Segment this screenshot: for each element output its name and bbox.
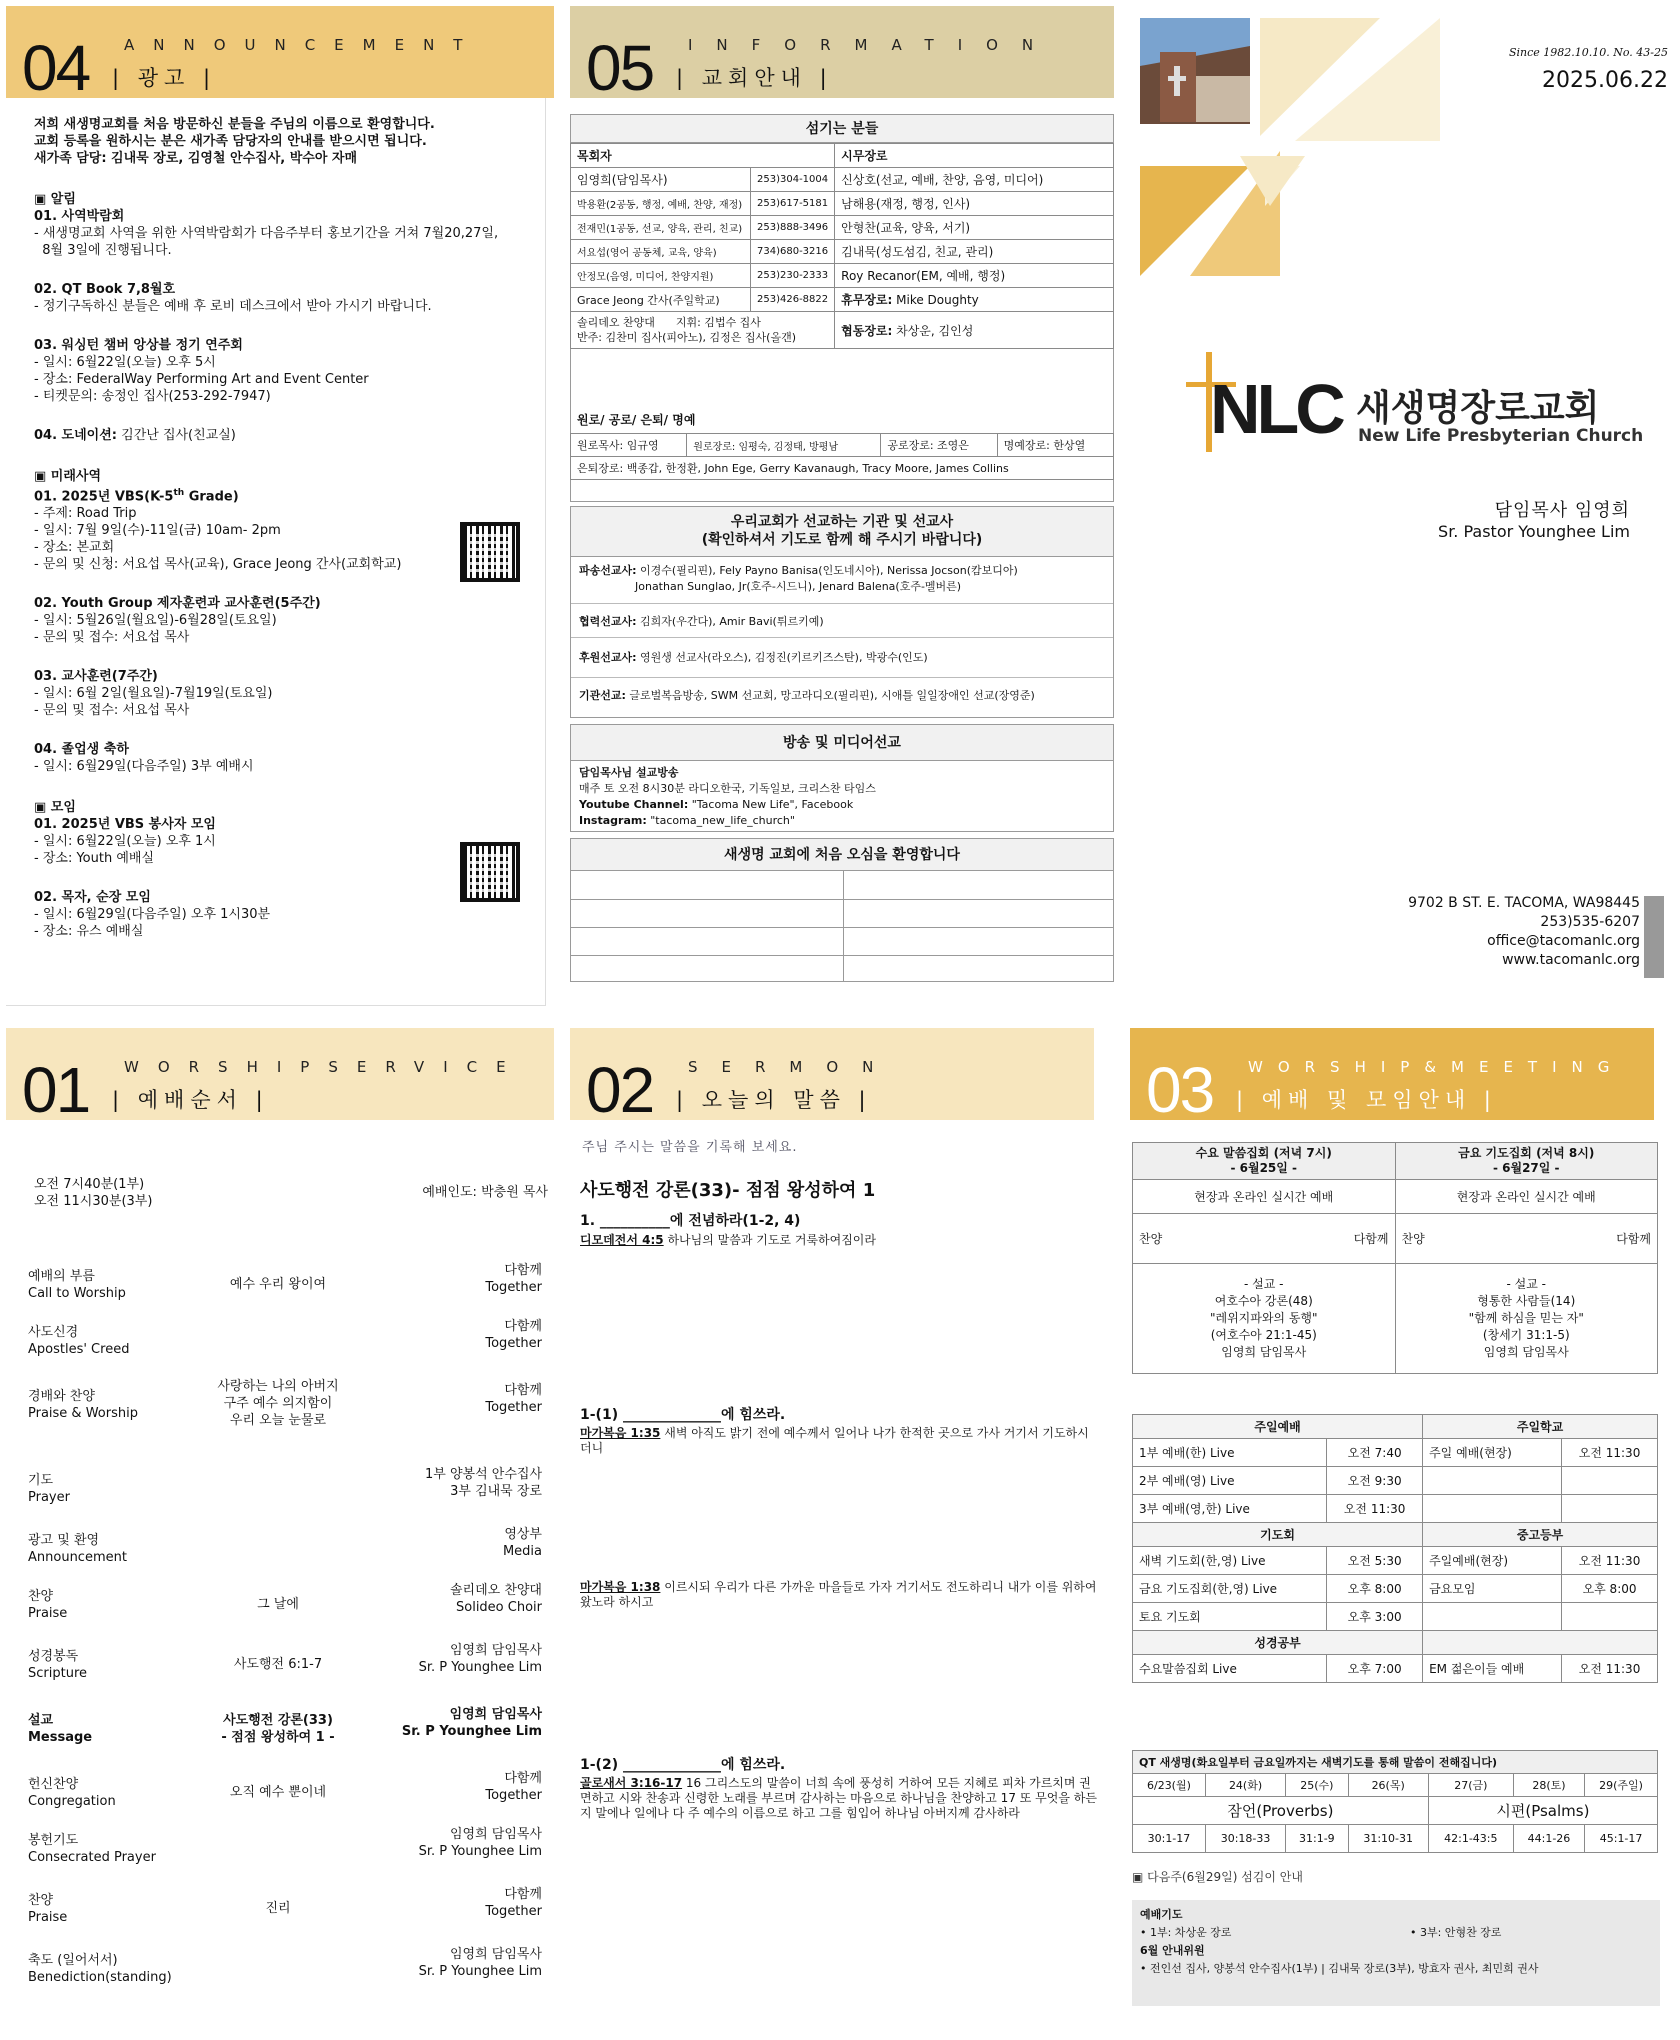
schedule-cell: 토요 기도회 [1133,1603,1327,1631]
worship-item-leader: 솔리데오 찬양대 Solideo Choir [449,1583,542,1615]
schedule-group-header: 주일학교 [1423,1415,1658,1439]
schedule-cell: 금요모임 [1423,1575,1562,1603]
schedule-cell [1423,1495,1562,1523]
item-line: - 장소: 본교회 [34,540,115,556]
sermon-point: 1-(1) ______________에 힘쓰라. [580,1407,786,1423]
panel-worship-order: 01 WORSHIPSERVICE | 예배순서 | 오전 7시40분(1부) 오전 11시30분(3부) 예배인도: 박충원 목사 예배의 부름 Call to Worship 예수 우리 왕이여 다함께 Together 사도신경 Apostles' Creed 다함께 Together 경배와 찬양 Praise & Worship 사랑하는 나의 아버지 구주 예수 의지함이 우리 오늘 눈물로 다함께 Together 기도 Prayer 1부 양봉석 안수집사 3부 김내묵 장로 광고 및 환영 Announcement 영상부 Media 찬양 Praise 그 날에 솔리데오 찬양대 Solideo Choir 성경봉독 Scripture 사도행전 6:1-7 임영희 담임목사 Sr. P Younghee Lim 설교 Message 사도행전 강론(33) - 점점 왕성하여 1 - 임영희 담임목사 Sr. P Younghee Lim 헌신찬양 Congregation 오직 예수 뿐이네 다함께 Together 봉헌기도 Consecrated Prayer 임영희 담임목사 Sr. P Younghee Lim 찬양 Praise 진리 다함께 Together 축도 (일어서서) Benediction(standing) 임영희 담임목사 Sr. P Younghee Lim [6,1028,554,2036]
table-row [1133,1467,1658,1495]
item-title: 03. 교사훈련(7주간) [34,669,158,685]
qt-reference: 30:1-17 [1133,1825,1206,1853]
mission-row: 기관선교: 글로벌복음방송, SWM 선교회, 망고라디오(필리핀), 시애틀 일일장애인 선교(장영준) [579,689,1035,702]
section-title: | 광고 | [112,66,217,90]
worship-item-label: 봉헌기도 Consecrated Prayer [28,1833,156,1865]
schedule-cell: 수요말씀집회 Live [1133,1655,1327,1683]
worship-item-label: 찬양 Praise [28,1589,68,1621]
serve-box [570,114,1114,502]
qt-table: QT 새생명(화요일부터 금요일까지는 새벽기도를 통해 말씀이 전해집니다) 6/23(월) 24(화) 25(수) 26(목) 27(금) 28(토) 29(주일) 잠언(Proverbs) 시편(Psalms) 30:1-17 30:18-33 31:1-9 31:10-31 42:1-43:5 44:1-26 45:1-17 [1132,1750,1658,1853]
qt-day: 24(화) [1205,1774,1285,1797]
pastor-korean: 담임목사 임영희 [1494,500,1630,521]
schedule-cell: 오전 9:30 [1327,1467,1423,1495]
sermon-note: 주님 주시는 말씀을 기록해 보세요. [582,1140,798,1155]
table-row [1133,1439,1658,1467]
worship-item-label: 기도 Prayer [28,1473,70,1505]
item-line: - 문의 및 신청: 서요섭 목사(교육), Grace Jeong 간사(교회학교) [34,557,402,573]
worship-item-label: 광고 및 환영 Announcement [28,1533,127,1565]
schedule-cell: 오전 11:30 [1562,1439,1658,1467]
schedule-cell: 주일 예배(현장) [1423,1439,1562,1467]
panel-border [6,98,546,1006]
serve-title: 섬기는 분들 [571,115,1113,143]
visitor-box [570,838,1114,982]
schedule-cell: 주일예배(현장) [1423,1547,1562,1575]
schedule-cell: 새벽 기도회(한,영) Live [1133,1547,1327,1575]
item-title: 01. 사역박람회 [34,209,125,224]
pastor-english: Sr. Pastor Younghee Lim [1438,522,1630,541]
media-box [570,724,1114,832]
worship-item-content: 사랑하는 나의 아버지 구주 예수 의지함이 우리 오늘 눈물로 [217,1379,339,1428]
worship-item-label: 헌신찬양 Congregation [28,1777,116,1809]
schedule-cell: 3부 예배(영,한) Live [1133,1495,1327,1523]
serve-table [570,143,1114,349]
schedule-cell [1562,1467,1658,1495]
item-line: - 일시: 6월22일(오늘) 오후 1시 [34,834,216,850]
item-title: 02. QT Book 7,8월호 [34,282,176,297]
item-line: - 주제: Road Trip [34,506,137,522]
panel-information [570,6,1114,1008]
qt-day: 26(목) [1348,1774,1428,1797]
worship-item-content: 오직 예수 뿐이네 [229,1785,327,1800]
section-number: 01 [22,1054,90,1126]
item-line: - 일시: 5월26일(월요일)-6월28일(토요일) [34,613,277,629]
table-row [1133,1603,1658,1631]
mission-box [570,506,1114,718]
panel-announcement [6,6,554,1008]
schedule-cell: 오후 8:00 [1562,1575,1658,1603]
section-future: ▣ 미래사역 [34,469,102,484]
schedule-group-header: 기도회 [1133,1523,1423,1547]
worship-item-content: 사도행전 강론(33) - 점점 왕성하여 1 - [221,1713,335,1745]
table-row: 전재민(1공동, 선교, 양육, 관리, 친교) 253)888-3496 안형찬(교육, 양육, 서기) [571,216,1114,240]
item-line: - 일시: 6월 2일(월요일)-7월19일(토요일) [34,686,273,702]
qt-days-row [1133,1774,1658,1797]
item-line: - 일시: 6월29일(다음주일) 오후 1시30분 [34,907,271,923]
church-name-korean: 새생명장로교회 [1356,388,1600,429]
section-eng-title: ANNOUNCEMENT [124,36,482,54]
item-title: 02. Youth Group 제자훈련과 교사훈련(5주간) [34,596,321,612]
item-line: 8월 3일에 진행됩니다. [34,243,172,258]
worship-item-content: 사도행전 6:1-7 [233,1657,323,1672]
worship-item-leader: 다함께 Together [485,1887,542,1919]
panel-header [570,1028,1094,1126]
section-meeting: ▣ 모임 [34,800,76,816]
table-row: 임영희(담임목사) 253)304-1004 신상호(선교, 예배, 찬양, 음영, 미디어) [571,168,1114,192]
item-title: 02. 목자, 순장 모임 [34,890,151,906]
schedule-cell: 오후 7:00 [1327,1655,1423,1683]
sermon-point: 1. __________에 전념하라(1-2, 4) [580,1213,801,1229]
worship-item-label: 축도 (일어서서) Benediction(standing) [28,1953,172,1985]
worship-item-leader: 임영희 담임목사 Sr. P Younghee Lim [418,1643,542,1675]
worship-item-leader: 1부 양봉석 안수집사 3부 김내묵 장로 [425,1467,542,1499]
table-row [1133,1415,1658,1439]
schedule-cell: 2부 예배(영) Live [1133,1467,1327,1495]
panel-header [6,1028,554,1126]
schedule-cell: 금요 기도집회(한,영) Live [1133,1575,1327,1603]
sermon-verse: 골로새서 3:16-17 16 그리스도의 말씀이 너희 속에 풍성히 거하여 모든 지혜로 피차 가르치며 권면하고 시와 찬송과 신령한 노래를 부르며 감사하는 마음으로 하나님을 찬양하고 17 또 무엇을 하든지 말에나 일에나 다 주 예수의 이름으로 하고 그를 힘입어 하나님 아버지께 감사하라 [580,1776,1097,1820]
table-row: Grace Jeong 간사(주일학교) 253)426-8822 휴무장로: Mike Doughty [571,288,1114,312]
welcome-text: 저희 새생명교회를 처음 방문하신 분들을 주님의 이름으로 환영합니다. 교회 등록을 원하시는 분은 새가족 담당자의 안내를 받으시면 됩니다. 새가족 담당: 김내묵 장로, 김영철 안수집사, 박수아 자매 [34,117,435,166]
col-elder: 시무장로 [835,144,1114,168]
panel-sermon [570,1028,1114,2036]
worship-item-content: 진리 [265,1901,291,1916]
visitor-title: 새생명 교회에 처음 오심을 환영합니다 [571,839,1113,871]
worship-item-label: 성경봉독 Scripture [28,1649,88,1681]
cover-graphic [1130,6,1460,306]
worship-item-label: 예배의 부름 Call to Worship [28,1269,126,1301]
church-name-english: New Life Presbyterian Church [1358,426,1644,446]
item-line: - 티켓문의: 송정인 집사(253-292-7947) [34,389,271,404]
item-title: 03. 워싱턴 챔버 앙상블 정기 연주회 [34,338,243,353]
side-bar [1644,896,1664,978]
worship-item-leader: 다함께 Together [485,1263,542,1295]
qt-refs-row [1133,1825,1658,1853]
qt-day: 29(주일) [1585,1774,1658,1797]
visitor-divider [843,871,844,981]
item-line: - 문의 및 접수: 서요섭 목사 [34,703,190,719]
section-number: 05 [586,32,654,104]
schedule-cell: 오전 11:30 [1562,1655,1658,1683]
media-content: 담임목사님 설교방송 매주 토 오전 8시30분 라디오한국, 기독일보, 크리스찬 타임스 Youtube Channel: "Tacoma New Life", Facebook Instagram: "tacoma_new_life_church" [579,766,876,827]
qt-reference: 31:1-9 [1286,1825,1348,1853]
qt-reference: 42:1-43:5 [1428,1825,1513,1853]
qt-day: 6/23(월) [1133,1774,1206,1797]
schedule-cell [1562,1603,1658,1631]
sermon-verse: 마가복음 1:38 이르시되 우리가 다른 가까운 마을들로 가자 거기서도 전도하리니 내가 이를 위하여 왔노라 하시고 [580,1580,1097,1609]
sermon-verse: 마가복음 1:35 새벽 아직도 밝기 전에 예수께서 일어나 나가 한적한 곳으로 가사 거기서 기도하시더니 [580,1426,1089,1455]
worship-item-leader: 다함께 Together [485,1771,542,1803]
worship-item-label: 설교 Message [28,1713,93,1745]
table-row [1133,1655,1658,1683]
midweek-table: 수요 말씀집회 (저녁 7시) - 6월25일 - 금요 기도집회 (저녁 8시) - 6월27일 - 현장과 온라인 실시간 예배 현장과 온라인 실시간 예배 찬양 다함께 찬양 다함께 - 설교 - 여호수아 강론(48) "레위지파와의 동행" (여호수아 21:1-45) 임영희 담임목사 - 설교 - 형통한 사람들(14) "함께 하심을 믿는 자" (창세기 31:1-5) 임영희 담임목사 [1132,1142,1658,1374]
section-title: | 오늘의 말씀 | [676,1088,872,1112]
panel-header [1130,1028,1654,1126]
item-line: - 장소: Youth 예배실 [34,851,155,867]
mission-row: 후원선교사: 영원생 선교사(라오스), 김정진(키르키즈스탄), 박광수(인도) [579,651,928,664]
sermon-point: 1-(2) ______________에 힘쓰라. [580,1757,786,1773]
schedule-cell: 오전 7:40 [1327,1439,1423,1467]
mission-row: 협력선교사: 김희자(우간다), Amir Bavi(튀르키예) [579,615,824,628]
item-donation: 04. 도네이션: 김간난 집사(친교실) [34,428,236,443]
schedule-cell: EM 젊은이들 예배 [1423,1655,1562,1683]
item-line: - 일시: 6월22일(오늘) 오후 5시 [34,355,216,370]
worship-leader: 예배인도: 박충원 목사 [422,1185,548,1200]
logo-text: NLC [1210,370,1342,448]
qt-day: 25(수) [1286,1774,1348,1797]
qt-day: 27(금) [1428,1774,1513,1797]
church-address: 9702 B ST. E. TACOMA, WA98445 253)535-6207 office@tacomanlc.org www.tacomanlc.org [1408,895,1640,968]
section-eng-title: INFORMATION [688,36,1058,54]
church-logo [1186,352,1644,462]
retired-title: 원로/ 공로/ 은퇴/ 명예 [577,413,696,427]
section-number: 04 [22,32,90,104]
schedule-cell: 오후 3:00 [1327,1603,1423,1631]
table-row [1133,1495,1658,1523]
item-line: - 문의 및 접수: 서요섭 목사 [34,630,190,646]
worship-item-leader: 다함께 Together [485,1383,542,1415]
item-line: - 일시: 7월 9일(수)-11일(금) 10am- 2pm [34,523,281,539]
schedule-cell: 오후 8:00 [1327,1575,1423,1603]
worship-item-leader: 임영희 담임목사 Sr. P Younghee Lim [401,1707,542,1739]
table-row [1133,1631,1658,1655]
item-line: - 장소: 유스 예배실 [34,924,144,940]
worship-item-label: 찬양 Praise [28,1893,68,1925]
qt-reference: 44:1-26 [1513,1825,1584,1853]
col-pastor: 목회자 [571,144,835,168]
qt-day: 28(토) [1513,1774,1584,1797]
item-line: - 일시: 6월29일(다음주일) 3부 예배시 [34,759,254,775]
table-row [1133,1523,1658,1547]
schedule-group-header [1423,1631,1658,1655]
mission-row: 파송선교사: 이경수(필리핀), Fely Payno Banisa(인도네시아), Nerissa Jocson(캄보디아) Jonathan Sunglao, Jr(호주-시드니), Jenard Balena(호주-멜버른) [579,564,1018,593]
media-title: 방송 및 미디어선교 [571,725,1113,761]
section-number: 02 [586,1054,654,1126]
schedule-cell: 오전 11:30 [1327,1495,1423,1523]
worship-item-content: 그 날에 [257,1597,299,1612]
worship-item-leader: 임영희 담임목사 Sr. P Younghee Lim [418,1947,542,1979]
schedule-cell [1562,1495,1658,1523]
bulletin-date: 2025.06.22 [1542,68,1668,93]
section-eng-title: SERMON [688,1058,898,1076]
section-eng-title: WORSHIPSERVICE [124,1058,525,1076]
panel-cover [1130,6,1674,1008]
worship-item-content: 예수 우리 왕이여 [229,1277,327,1292]
sermon-title: 사도행전 강론(33)- 점점 왕성하여 1 [580,1180,876,1201]
servants-box: 예배기도 • 1부: 차상운 장로 • 3부: 안형찬 장로 6월 안내위원 • 전인선 집사, 양봉석 안수집사(1부) | 김내묵 장로(3부), 방효자 권사, 최민희 권사 [1132,1900,1660,2006]
schedule-cell: 오전 11:30 [1562,1547,1658,1575]
table-row: 박용환(2공동, 행정, 예배, 찬양, 재정) 253)617-5181 남해용(재정, 행정, 인사) [571,192,1114,216]
schedule-table [1132,1414,1658,1683]
table-row: 솔리데오 찬양대 지휘: 김법수 집사 반주: 김찬미 집사(피아노), 김정은 집사(올갠) 협동장로: 차상운, 김인성 [571,312,1114,349]
schedule-group-header: 주일예배 [1133,1415,1423,1439]
worship-item-label: 사도신경 Apostles' Creed [28,1325,130,1357]
section-number: 03 [1146,1054,1214,1126]
sermon-verse: 디모데전서 4:5 하나님의 말씀과 기도로 거룩하여짐이라 [580,1233,876,1247]
table-row: 안정모(음영, 미디어, 찬양지원) 253)230-2333 Roy Recanor(EM, 예배, 행정) [571,264,1114,288]
item-title: 01. 2025년 VBS(K-5th Grade) [34,488,239,505]
schedule-cell [1423,1467,1562,1495]
worship-item-leader: 다함께 Together [485,1319,542,1351]
item-line: - 장소: FederalWay Performing Art and Event Center [34,372,369,387]
qt-reference: 30:18-33 [1205,1825,1285,1853]
section-notice: ▣ 알림 [34,192,76,207]
item-title: 04. 졸업생 축하 [34,742,129,758]
section-eng-title: WORSHIP&MEETING [1248,1058,1625,1076]
mission-title: 우리교회가 선교하는 기관 및 선교사 (확인하셔서 기도로 함께 해 주시기 바랍니다) [571,507,1113,557]
section-title: | 예배순서 | [112,1088,269,1112]
item-line: - 정기구독하신 분들은 예배 후 로비 데스크에서 받아 가시기 바랍니다. [34,299,432,314]
retired-table: 원로목사: 임규영 원로장로: 임평숙, 김정태, 방평남 공로장로: 조영은 명예장로: 한상열 은퇴장로: 백종갑, 한정환, John Ege, Gerry Kavanaugh, Tracy Moore, James Collins [570,433,1114,480]
worship-item-leader: 임영희 담임목사 Sr. P Younghee Lim [418,1827,542,1859]
panel-header [6,6,554,104]
item-title: 01. 2025년 VBS 봉사자 모임 [34,817,216,833]
table-row [1133,1547,1658,1575]
panel-header [570,6,1114,104]
schedule-cell: 1부 예배(한) Live [1133,1439,1327,1467]
section-title: | 예배 및 모임안내 | [1236,1088,1497,1112]
next-week-label: ▣ 다음주(6월29일) 섬김이 안내 [1132,1870,1303,1884]
section-title: | 교회안내 | [676,66,833,90]
panel-worship-meeting [1130,1028,1674,2036]
schedule-cell [1423,1603,1562,1631]
worship-item-leader: 영상부 Media [502,1527,542,1559]
item-line: - 새생명교회 사역을 위한 사역박람회가 다음주부터 홍보기간을 거쳐 7월20,27일, [34,226,499,241]
table-row [1133,1575,1658,1603]
worship-item-label: 경배와 찬양 Praise & Worship [28,1389,138,1421]
schedule-group-header: 성경공부 [1133,1631,1423,1655]
schedule-group-header: 중고등부 [1423,1523,1658,1547]
qt-reference: 31:10-31 [1348,1825,1428,1853]
table-row: 서요섭(영어 공동체, 교육, 양육) 734)680-3216 김내묵(성도섬김, 친교, 관리) [571,240,1114,264]
qt-reference: 45:1-17 [1585,1825,1658,1853]
schedule-cell: 오전 5:30 [1327,1547,1423,1575]
since-label: Since 1982.10.10. No. 43-25 [1508,46,1668,59]
